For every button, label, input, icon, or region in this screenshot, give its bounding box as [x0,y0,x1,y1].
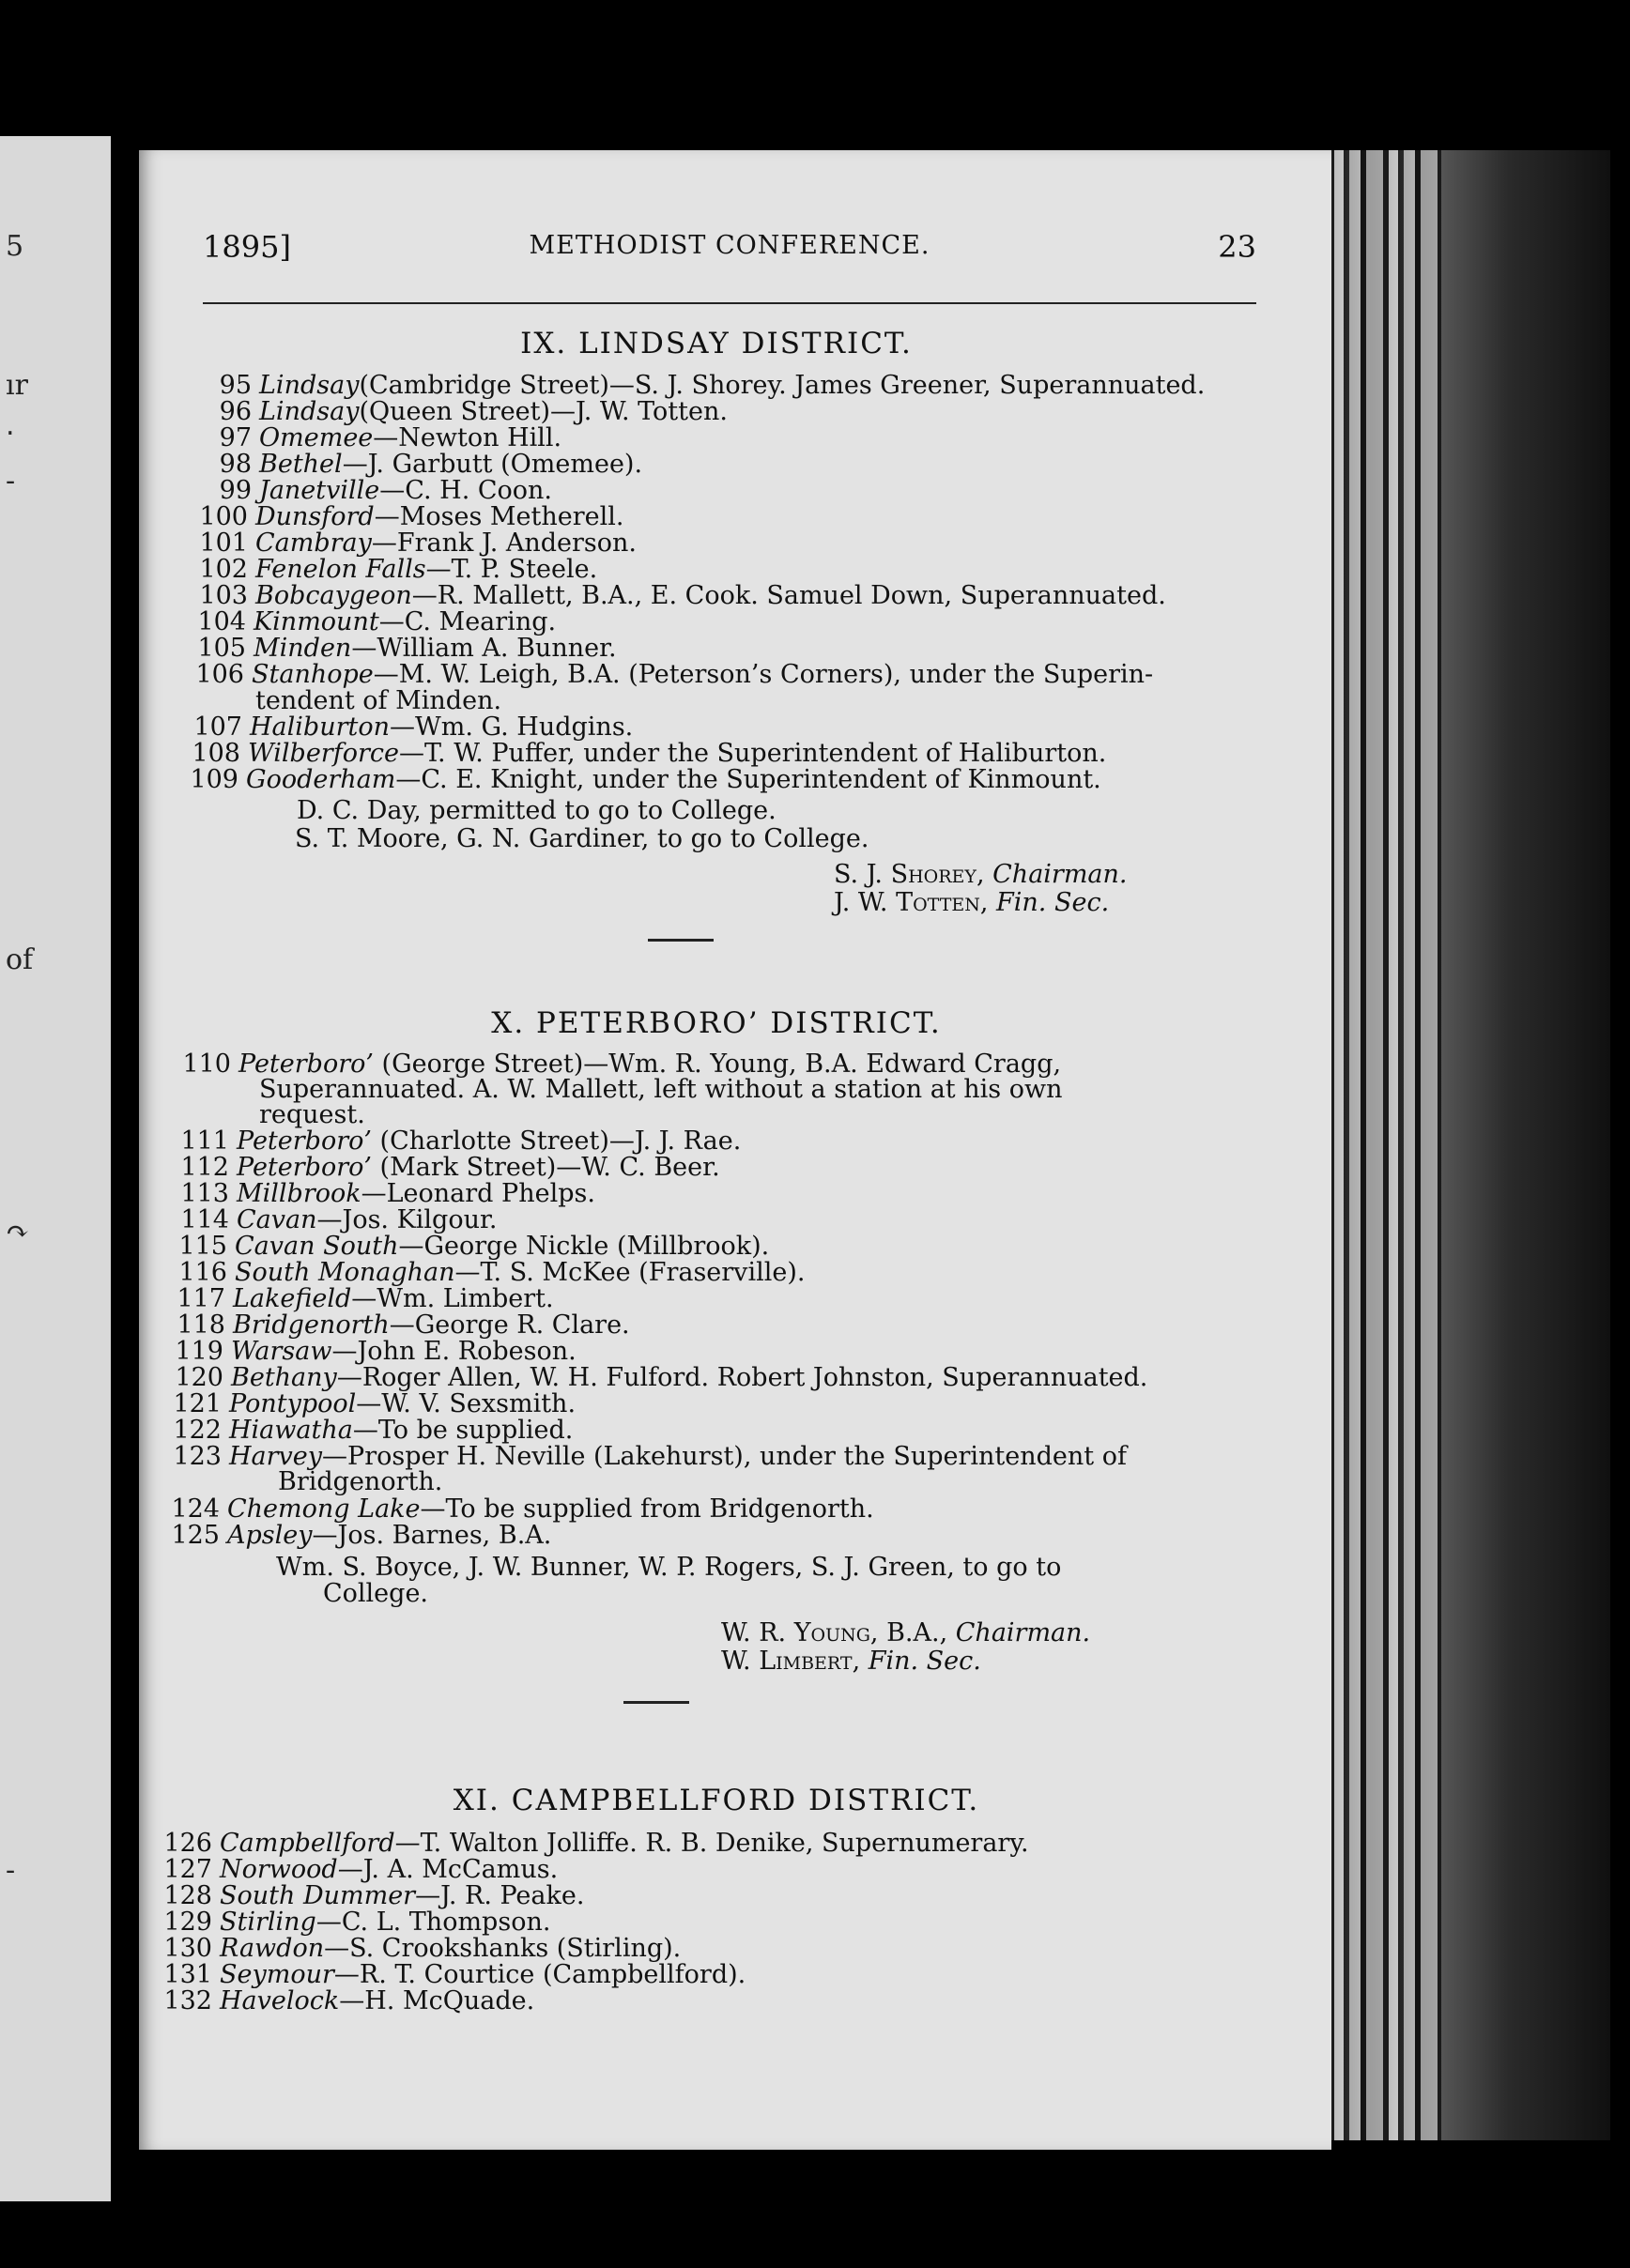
left-page-fragment: ‧ [6,418,15,451]
entry-line: 97 Omemee—Newton Hill. [219,423,562,452]
header-title: METHODIST CONFERENCE. [529,231,930,260]
entry-line: 107 Haliburton—Wm. G. Hudgins. [193,713,634,742]
entry-continuation: Superannuated. A. W. Mallett, left without a station at his own [259,1075,1063,1104]
entry-line: 126 Campbellford—T. Walton Jolliffe. R. B. Denike, Supernumerary. [163,1829,1029,1858]
signature-chairman: W. R. Young, B.A., Chairman. [721,1618,1091,1647]
previous-page-edge [0,136,111,2201]
entry-line: 122 Hiawatha—To be supplied. [173,1416,574,1445]
section-heading-lindsay: IX. LINDSAY DISTRICT. [520,327,913,360]
entry-line: 101 Cambray—Frank J. Anderson. [199,529,638,558]
entry-line: 109 Gooderham—C. E. Knight, under the Superintendent of Kinmount. [190,765,1101,794]
section-divider [623,1701,689,1704]
page-number: 23 [1218,229,1256,265]
left-page-fragment: of [6,943,34,976]
entry-line: 98 Bethel—J. Garbutt (Omemee). [219,450,643,479]
entry-line: 100 Dunsford—Moses Metherell. [199,502,624,531]
entry-line: 129 Stirling—C. L. Thompson. [163,1908,551,1937]
note-line: D. C. Day, permitted to go to College. [297,796,777,825]
book-page-edges [1329,150,1610,2140]
entry-line: 119 Warsaw—John E. Robeson. [175,1337,577,1366]
note-line: Wm. S. Boyce, J. W. Bunner, W. P. Rogers, S. J. Green, to go to [276,1553,1062,1582]
entry-line: 121 Pontypool—W. V. Sexsmith. [173,1389,577,1418]
entry-line: 96 Lindsay(Queen Street)—J. W. Totten. [219,397,728,426]
entry-line: 103 Bobcaygeon—R. Mallett, B.A., E. Cook. Samuel Down, Superannuated. [199,581,1166,610]
header-year: 1895] [203,229,291,265]
left-page-fragment: ↷ [6,1216,30,1249]
note-line: S. T. Moore, G. N. Gardiner, to go to College. [295,824,869,853]
entry-line: 127 Norwood—J. A. McCamus. [163,1855,559,1884]
section-heading-peterboro: X. PETERBORO’ DISTRICT. [491,1006,942,1040]
note-line: College. [323,1579,429,1608]
entry-line: 114 Cavan—Jos. Kilgour. [180,1205,498,1234]
entry-line: 106 Stanhope—M. W. Leigh, B.A. (Peterson’s Corners), under the Superin- [195,660,1154,689]
entry-line: 105 Minden—William A. Bunner. [197,634,617,663]
entry-line: 117 Lakefield—Wm. Limbert. [177,1284,554,1313]
entry-line: 111 Peterboro’ (Charlotte Street)—J. J. Rae. [180,1126,742,1156]
left-page-fragment: ır [6,369,28,402]
entry-line: 132 Havelock—H. McQuade. [163,1986,535,2015]
entry-line: 128 South Dummer—J. R. Peake. [163,1881,585,1910]
left-page-fragment: 5 [6,230,24,263]
entry-line: 113 Millbrook—Leonard Phelps. [180,1179,595,1208]
header-rule [203,302,1256,304]
entry-line: 95 Lindsay(Cambridge Street)—S. J. Shorey. James Greener, Superannuated. [219,371,1206,400]
book-cover-shadow [1441,150,1610,2140]
entry-line: 123 Harvey—Prosper H. Neville (Lakehurst), under the Superintendent of [173,1442,1127,1471]
entry-continuation: request. [259,1100,365,1129]
entry-line: 102 Fenelon Falls—T. P. Steele. [199,555,598,584]
entry-line: 115 Cavan South—George Nickle (Millbrook). [178,1232,770,1261]
entry-line: 120 Bethany—Roger Allen, W. H. Fulford. Robert Johnston, Superannuated. [175,1363,1148,1392]
entry-line: 108 Wilberforce—T. W. Puffer, under the Superintendent of Haliburton. [192,739,1107,768]
entry-line: 125 Apsley—Jos. Barnes, B.A. [171,1521,552,1550]
left-page-fragment: - [6,1854,16,1887]
signature-fin-sec: W. Limbert, Fin. Sec. [721,1647,981,1676]
entry-line: 104 Kinmount—C. Mearing. [197,607,557,636]
signature-fin-sec: J. W. Totten, Fin. Sec. [834,888,1110,917]
entry-line: 118 Bridgenorth—George R. Clare. [177,1310,630,1340]
entry-line: 116 South Monaghan—T. S. McKee (Fraserville). [178,1258,806,1287]
entry-line: 99 Janetville—C. H. Coon. [219,476,552,505]
entry-line: 112 Peterboro’ (Mark Street)—W. C. Beer. [180,1153,720,1182]
entry-continuation: tendent of Minden. [255,686,502,715]
entry-line: 124 Chemong Lake—To be supplied from Bridgenorth. [171,1494,874,1524]
running-header [203,229,1256,276]
document-page [139,150,1331,2150]
left-page-fragment: - [6,465,16,498]
section-heading-campbellford: XI. CAMPBELLFORD DISTRICT. [453,1784,980,1817]
entry-line: 131 Seymour—R. T. Courtice (Campbellford). [163,1960,746,1989]
entry-line: 110 Peterboro’ (George Street)—Wm. R. Young, B.A. Edward Cragg, [182,1050,1062,1079]
section-divider [648,939,714,942]
entry-continuation: Bridgenorth. [278,1467,443,1496]
signature-chairman: S. J. Shorey, Chairman. [834,860,1128,889]
entry-line: 130 Rawdon—S. Crookshanks (Stirling). [163,1934,682,1963]
